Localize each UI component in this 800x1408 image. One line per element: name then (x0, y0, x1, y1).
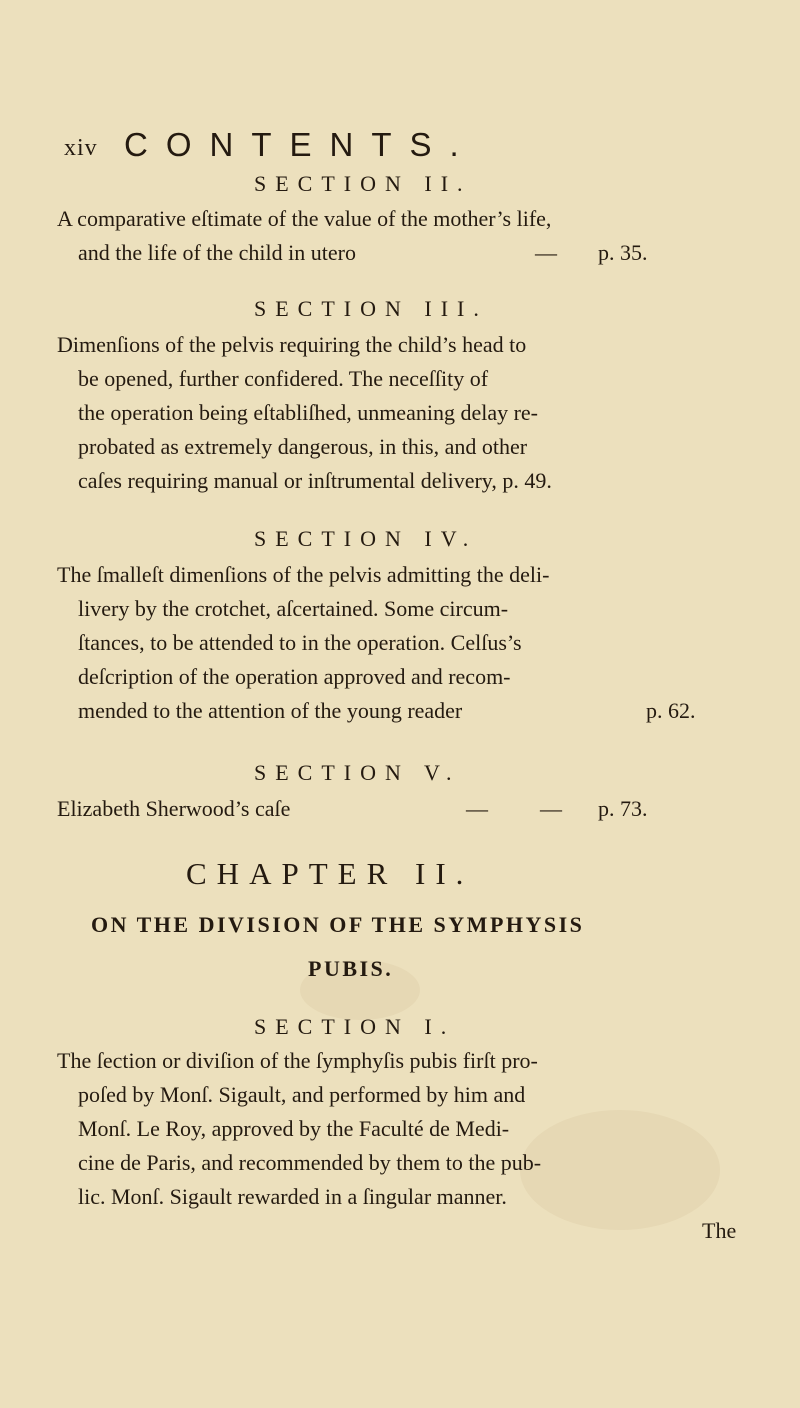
section-heading: SECTION III. (254, 296, 488, 321)
paper-stain (520, 1110, 720, 1230)
entry-line: probated as extremely dangerous, in this, and other (78, 434, 528, 459)
chapter-subtitle: ON THE DIVISION OF THE SYMPHYSIS (91, 912, 585, 937)
chapter-subtitle: PUBIS. (308, 956, 394, 981)
entry-line: Dimenſions of the pelvis requiring the child’s head to (57, 332, 527, 357)
page-number: xiv (64, 135, 98, 161)
entry-dash: — (540, 796, 562, 821)
entry-line: cine de Paris, and recommended by them to the pub- (78, 1150, 542, 1175)
chapter-heading: CHAPTER II. (186, 856, 474, 891)
entry-line: poſed by Monſ. Sigault, and performed by him and (78, 1082, 526, 1107)
entry-dash: — (466, 796, 488, 821)
entry-line: livery by the crotchet, aſcertained. Some circum- (78, 596, 509, 621)
section-heading: SECTION I. (254, 1014, 456, 1039)
page-reference: p. 73. (598, 796, 648, 821)
entry-line: ſtances, to be attended to in the operation. Celſus’s (78, 630, 522, 655)
page-reference: p. 35. (598, 240, 648, 265)
catchword: The (702, 1218, 737, 1243)
entry-line: Monſ. Le Roy, approved by the Faculté de Medi- (78, 1116, 510, 1141)
entry-line: and the life of the child in utero (78, 240, 356, 265)
section-heading: SECTION IV. (254, 526, 478, 551)
entry-line: Elizabeth Sherwood’s caſe (57, 796, 291, 821)
entry-line: caſes requiring manual or inſtrumental delivery, p. 49. (78, 468, 552, 493)
section-heading: SECTION II. (254, 171, 472, 196)
running-title: CONTENTS. (124, 126, 477, 163)
page-reference: p. 62. (646, 698, 696, 723)
entry-line: The ſmalleſt dimenſions of the pelvis admitting the deli- (57, 562, 550, 587)
entry-line: be opened, further confidered. The neceſſity of (78, 366, 489, 391)
entry-line: The ſection or diviſion of the ſymphyſis pubis firſt pro- (57, 1048, 538, 1073)
entry-line: the operation being eſtabliſhed, unmeaning delay re- (78, 400, 539, 425)
entry-line: deſcription of the operation approved and recom- (78, 664, 511, 689)
entry-line: mended to the attention of the young reader (78, 698, 463, 723)
entry-line: A comparative eſtimate of the value of the mother’s life, (57, 206, 552, 231)
entry-line: lic. Monſ. Sigault rewarded in a ſingular manner. (78, 1184, 507, 1209)
entry-dash: — (535, 240, 557, 265)
section-heading: SECTION V. (254, 760, 461, 785)
